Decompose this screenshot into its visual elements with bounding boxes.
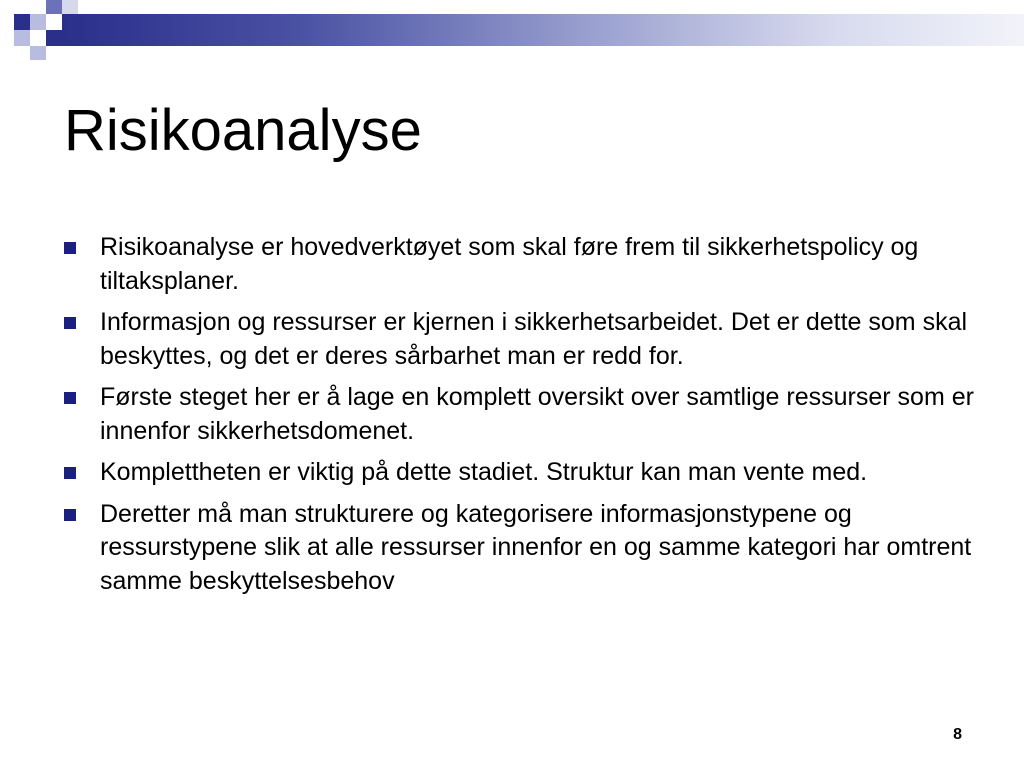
square-bullet-icon bbox=[64, 467, 76, 479]
bullet-text: Første steget her er å lage en komplett oversikt over samtlige ressurser som er innenfor sikkerhetsdomenet. bbox=[100, 383, 974, 445]
bullet-text: Informasjon og ressurser er kjernen i sikkerhetsarbeidet. Det er dette som skal beskyttes, og det er deres sårbarhet man er redd for. bbox=[100, 308, 968, 370]
bullet-item bbox=[64, 381, 974, 448]
header-decoration bbox=[0, 0, 1024, 60]
bullet-item bbox=[64, 498, 974, 599]
bullet-item bbox=[64, 231, 974, 298]
decor-square bbox=[30, 14, 46, 30]
slide-number: 8 bbox=[953, 726, 962, 743]
decor-square bbox=[14, 14, 30, 30]
bullet-item bbox=[64, 306, 974, 373]
bullet-text: Risikoanalyse er hovedverktøyet som skal føre frem til sikkerhetspolicy og tiltaksplaner. bbox=[100, 233, 919, 295]
square-bullet-icon bbox=[64, 509, 76, 521]
bullet-text: Deretter må man strukturere og kategorisere informasjonstypene og ressurstypene slik at alle ressurser innenfor en og samme kategori har omtrent samme beskyttelsesbehov bbox=[100, 499, 972, 595]
bullet-item bbox=[64, 456, 974, 490]
square-bullet-icon bbox=[64, 242, 76, 254]
bullet-list bbox=[64, 231, 974, 606]
bullet-text: Komplettheten er viktig på dette stadiet. Struktur kan man vente med. bbox=[100, 458, 868, 486]
decor-square bbox=[14, 30, 30, 46]
slide-title: Risikoanalyse bbox=[64, 98, 422, 163]
square-bullet-icon bbox=[64, 392, 76, 404]
square-bullet-icon bbox=[64, 317, 76, 329]
decor-square bbox=[62, 0, 78, 14]
decor-square bbox=[30, 46, 46, 60]
decor-square bbox=[46, 0, 62, 14]
decor-square bbox=[46, 30, 62, 46]
header-gradient-bar bbox=[62, 14, 1024, 46]
